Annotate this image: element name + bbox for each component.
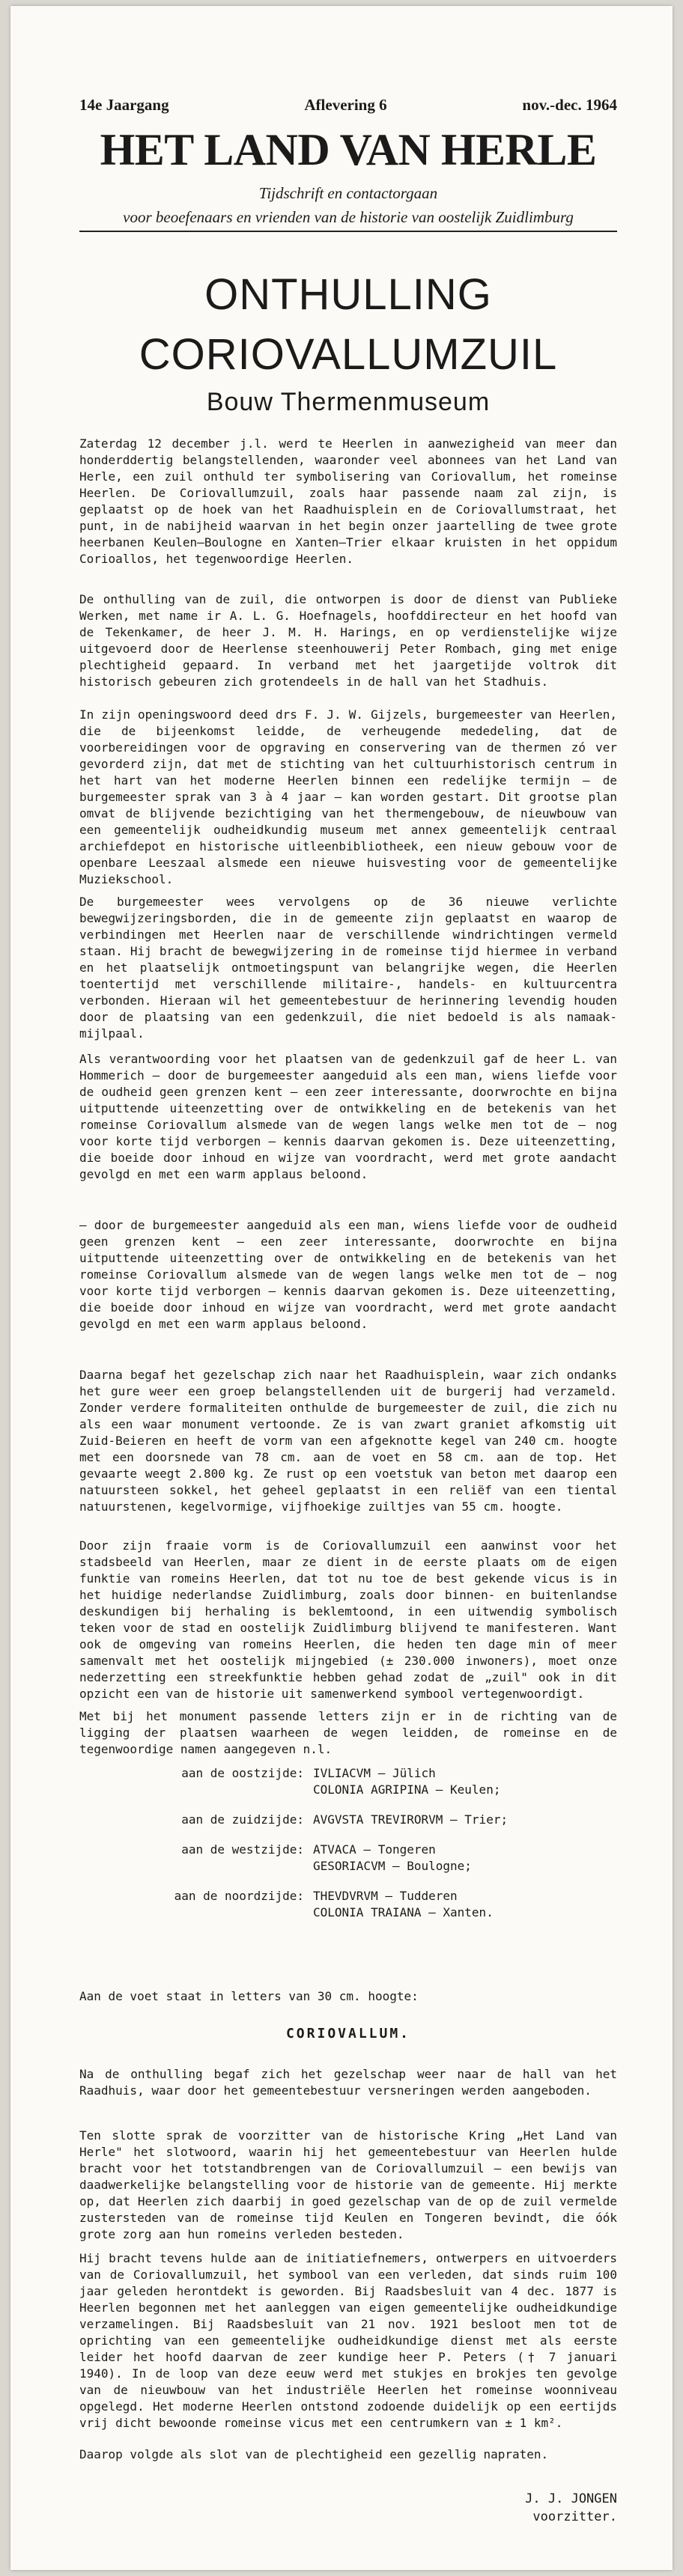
paragraph-history: Hij bracht tevens hulde aan de initiatiefnemers, ontwerpers en uitvoerders van de Coriovallumzuil, het symbool van een verleden, dat sinds ruim 100 jaar geleden herontdekt is geworden. Bij Raadsbesluit van 4 dec. 1877 is Heerlen begonnen met het aanleggen van eigen gemeentelijke oudheidkundige verzamelingen. Bij Raadsbesluit van 21 nov. 1921 besloot men tot de oprichting van een gemeentelijke oudheidkundige dienst met als eerste leider het hoofd daarvan de zeer kundige heer P. Peters († 7 januari 1940). In de loop van deze eeuw werd met stukjes en brokjes ten gevolge van de nieuwbouw van het industriële Heerlen het romeinse woonniveau opgelegd. Het moderne Heerlen ontstond zodoende duidelijk op een eertijds vrij dicht bewoonde romeinse vicus met een centrumkern van ± 1 km². <box>79 2251 617 2430</box>
direction-label: aan de noordzijde: <box>174 1889 304 1903</box>
paragraph-hommerich: Als verantwoording voor het plaatsen van de gedenkzuil gaf de heer L. van Hommerich — door de burgemeester aangeduid als een man, wiens liefde voor de oudheid geen grenzen kent — een zeer interessante, doorwrochte en bijna uitputtende uiteenzetting over de ontwikkeling en de betekenis van het romeinse Coriovallum alsmede van de wegen langs welke men tot de — nog voor korte tijd verborgen — kennis daarvan gekomen is. Deze uiteenzetting, die boeide door inhoud en wijze van voordracht, werd met grote aandacht gevolgd en met een warm applaus beloond. <box>79 1052 617 1181</box>
volume-label: 14e Jaargang <box>79 96 169 114</box>
paragraph-unveiling: Daarna begaf het gezelschap zich naar het Raadhuisplein, waar zich ondanks het gure weer een groep belangstellenden uit de burgerij had verzameld. Zonder verdere formaliteiten onthulde de burgemeester de zuil, die zich nu als een waar monument vertoonde. Ze is van zwart graniet afkomstig uit Zuid-Beieren en heeft de vorm van een afgeknotte kegel van 240 cm. hoogte met een doorsnede van 78 cm. aan de voet en 58 cm. aan de top. Het gevaarte weegt 2.800 kg. Ze rust op een voetstuk van beton met daarop een natuursteen sokkel, het geheel geplaatst in een reliëf van een tiental natuurstenen, kegelvormige, vijfhoekige zuiltjes van 55 cm. hoogte. <box>79 1368 617 1514</box>
article-title-1: ONTHULLING <box>204 270 492 319</box>
direction-line: COLONIA TRAIANA — Xanten. <box>313 1905 494 1919</box>
signature-name: J. J. JONGEN <box>525 2491 617 2506</box>
direction-label: aan de oostzijde: <box>181 1766 304 1780</box>
direction-line: ATVACA — Tongeren <box>313 1842 436 1857</box>
direction-list <box>79 1765 617 1921</box>
paragraph-after: Na de onthulling begaf zich het gezelschap weer naar de hall van het Raadhuis, waar door het gemeentebestuur versneringen werden aangeboden. <box>79 2067 617 2098</box>
paragraph-meaning: Door zijn fraaie vorm is de Coriovallumzuil een aanwinst voor het stadsbeeld van Heerlen, maar ze dient in de eerste plaats om de eigen funktie van romeins Heerlen, dat tot nu toe de best gekende vicus is in het huidige nederlandse Zuidlimburg, zoals door binnen- en buitenlandse deskundigen bij herhaling is beklemtoond, in een uitwendig symbolisch teken voor de stad en oostelijk Zuidlimburg blijvend te manifesteren. Want ook de omgeving van romeins Heerlen, die heden ten dage min of meer samenvalt met het oostelijk mijngebied (± 230.000 inwoners), moet onze nederzetting een streekfunktie hebben gehad zodat de „zuil" ook in dit opzicht een van de historie uit samenwerkend symbool vertegenwoordigt. <box>79 1538 617 1701</box>
signature-role: voorzitter. <box>532 2509 617 2524</box>
direction-east <box>79 1765 617 1798</box>
direction-line: THEVDVRVM — Tudderen <box>313 1889 458 1903</box>
paragraph-signposts: De burgemeester wees vervolgens op de 36 nieuwe verlichte bewegwijzeringsborden, die in de gemeente zijn geplaatst en waarop de verbindingen met Heerlen naar de verschillende windrichtingen vermeld staan. Hij bracht de bewegwijzering in de romeinse tijd hiermee in verband en het plaatselijk ontmoetingspunt van belangrijke wegen, die Heerlen toentertijd met verschillende militaire-, handels- en kultuurcentra verbonden. Hieraan wil het gemeentebestuur de herinnering levendig houden door de plaatsing van een gedenkzuil, die niet bedoeld is als namaak-mijlpaal. <box>79 895 617 1041</box>
issue-line <box>79 96 617 126</box>
masthead: HET LAND VAN HERLE <box>100 125 597 174</box>
direction-line: COLONIA AGRIPINA — Keulen; <box>313 1782 501 1797</box>
article-title-2: CORIOVALLUMZUIL <box>139 330 558 379</box>
direction-line: IVLIACVM — Jülich <box>313 1766 436 1780</box>
paragraph-opening: In zijn openingswoord deed drs F. J. W. Gijzels, burgemeester van Heerlen, die de bijeenkomst leidde, de verheugende mededeling, dat de voorbereidingen voor de opgraving en conservering van de thermen zó ver gevorderd zijn, dat met de stichting van het cultuurhistorisch centrum in het hart van het moderne Heerlen binnen een redelijke termijn — de burgemeester sprak van 3 à 4 jaar — kan worden gestart. Dit grootse plan omvat de blijvende bezichtiging van het thermengebouw, de nieuwbouw van een gemeentelijk oudheidkundig museum met annex gemeentelijk centraal archiefdepot en historische uitleenbibliotheek, een nieuw gebouw voor de openbare Leeszaal alsmede een nieuwe huisvesting voor de gemeentelijke Muziekschool. <box>79 707 617 886</box>
paragraph-intro: Zaterdag 12 december j.l. werd te Heerlen in aanwezigheid van meer dan honderddertig belangstellenden, waaronder veel abonnees van het Land van Herle, een zuil onthuld ter symbolisering van Coriovallum, het romeinse Heerlen. De Coriovallumzuil, zoals haar passende naam zal zijn, is geplaatst op de hoek van het Raadhuisplein en de Coriovallumstraat, het punt, in de nabijheid waarvan in het begin onzer jaartelling de twee grote heerbanen Keulen—Boulogne en Xanten—Trier elkaar kruisten in het oppidum Corioallos, het tegenwoordige Heerlen. <box>79 436 617 566</box>
direction-label: aan de westzijde: <box>181 1842 304 1857</box>
direction-south <box>79 1812 617 1828</box>
document-page <box>10 6 673 2570</box>
direction-north <box>79 1888 617 1921</box>
foot-text: Aan de voet staat in letters van 30 cm. hoogte: <box>79 1989 419 2003</box>
paragraph-hommerich-repeat: — door de burgemeester aangeduid als een man, wiens liefde voor de oudheid geen grenzen kent — een zeer interessante, doorwrochte en bijna uitputtende uiteenzetting over de ontwikkeling en de betekenis van het romeinse Coriovallum alsmede van de wegen langs welke men tot de — nog voor korte tijd verborgen — kennis daarvan gekomen is. Deze uiteenzetting, die boeide door inhoud en wijze van voordracht, werd met grote aandacht gevolgd en met een warm applaus beloond. <box>79 1218 617 1331</box>
direction-west <box>79 1842 617 1875</box>
masthead-rule <box>79 231 617 232</box>
date-label: nov.-dec. 1964 <box>522 96 617 114</box>
foot-inscription: CORIOVALLUM. <box>285 2026 411 2041</box>
paragraph-letters: Met bij het monument passende letters zijn er in de richting van de ligging der plaatsen waarheen de wegen leidden, de romeinse en de tegenwoordige namen aangegeven n.l. <box>79 1709 617 1756</box>
paragraph-design: De onthulling van de zuil, die ontworpen is door de dienst van Publieke Werken, met name ir A. L. G. Hoefnagels, hoofddirecteur en het hoofd van de Tekenkamer, de heer J. M. H. Harings, en op verdienstelijke wijze uitgevoerd door de Heerlense steenhouwerij Peter Rombach, ging met enige plechtigheid gepaard. In verband met het jaargetijde voltrok dit historisch gebeuren zich grotendeels in de hall van het Stadhuis. <box>79 592 617 689</box>
paragraph-closing-speech: Ten slotte sprak de voorzitter van de historische Kring „Het Land van Herle" het slotwoord, waarin hij het gemeentebestuur van Heerlen hulde bracht voor het totstandbrengen van de Coriovallumzuil — een bewijs van daadwerkelijke belangstelling voor de historie van de gemeente. Hij merkte op, dat Heerlen zich daarbij in goed gezelschap van de op de zuil vermelde zustersteden van de romeinse tijd Keulen en Tongeren bevindt, die óók grote zorg aan hun romeins verleden besteden. <box>79 2128 617 2241</box>
paragraph-final: Daarop volgde als slot van de plechtigheid een gezellig napraten. <box>79 2447 549 2461</box>
masthead-subtitle-1: Tijdschrift en contactorgaan <box>258 184 438 202</box>
issue-label: Aflevering 6 <box>304 96 387 114</box>
signature <box>79 2490 617 2526</box>
direction-line: AVGVSTA TREVIRORVM — Trier; <box>313 1812 509 1827</box>
article-subtitle: Bouw Thermenmuseum <box>206 388 491 416</box>
direction-line: GESORIACVM — Boulogne; <box>313 1859 472 1873</box>
direction-label: aan de zuidzijde: <box>181 1812 304 1827</box>
masthead-subtitle-2: voor beoefenaars en vrienden van de historie van oostelijk Zuidlimburg <box>123 208 574 226</box>
